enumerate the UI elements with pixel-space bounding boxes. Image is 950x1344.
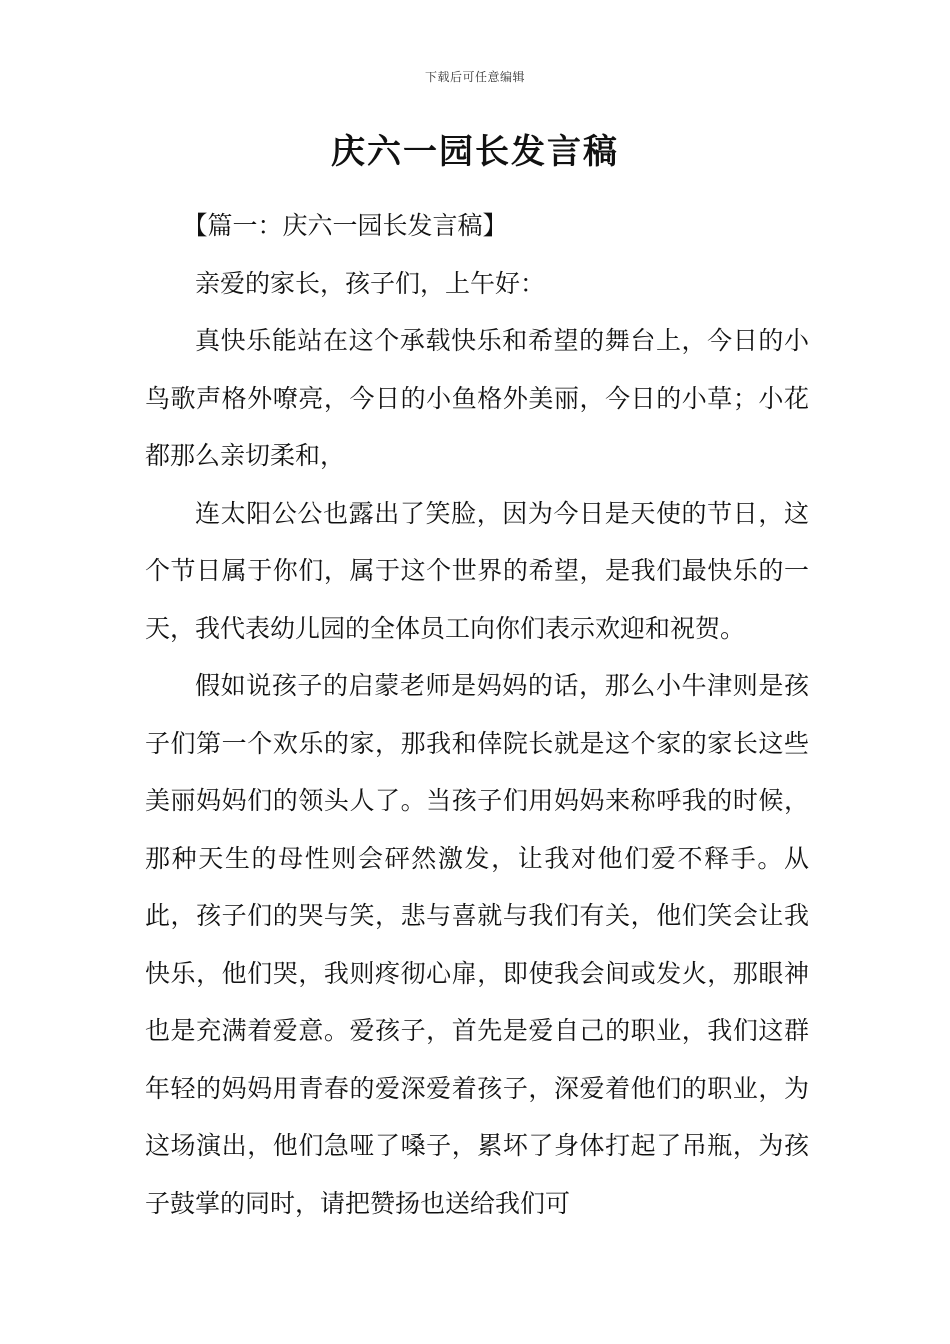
greeting-paragraph: 亲爱的家长，孩子们，上午好：	[195, 268, 546, 298]
body-paragraph: 真快乐能站在这个承载快乐和希望的舞台上，今日的小鸟歌声格外嘹亮，今日的小鱼格外美丽，今日的小草；小花都那么亲切柔和，	[145, 326, 809, 470]
document-title: 庆六一园长发言稿	[331, 132, 619, 172]
section-heading: 【篇一：庆六一园长发言稿】	[182, 211, 508, 240]
body-paragraph: 连太阳公公也露出了笑脸，因为今日是天使的节日，这个节日属于你们，属于这个世界的希望，是我们最快乐的一天，我代表幼儿园的全体员工向你们表示欢迎和祝贺。	[145, 498, 809, 643]
document-body	[145, 197, 809, 1232]
header-note: 下载后可任意编辑	[424, 70, 525, 84]
body-paragraph: 假如说孩子的启蒙老师是妈妈的话，那么小牛津则是孩子们第一个欢乐的家，那我和倖院长就是这个家的家长这些美丽妈妈们的领头人了。当孩子们用妈妈来称呼我的时候，那种天生的母性则会砰然激发，让我对他们爱不释手。从此，孩子们的哭与笑，悲与喜就与我们有关，他们笑会让我快乐，他们哭，我则疼彻心扉，即使我会间或发火，那眼神也是充满着爱意。爱孩子，首先是爱自己的职业，我们这群年轻的妈妈用青春的爱深爱着孩子，深爱着他们的职业，为这场演出，他们急哑了嗓子，累坏了身体打起了吊瓶，为孩子鼓掌的同时，请把赞扬也送给我们可	[145, 671, 809, 1218]
